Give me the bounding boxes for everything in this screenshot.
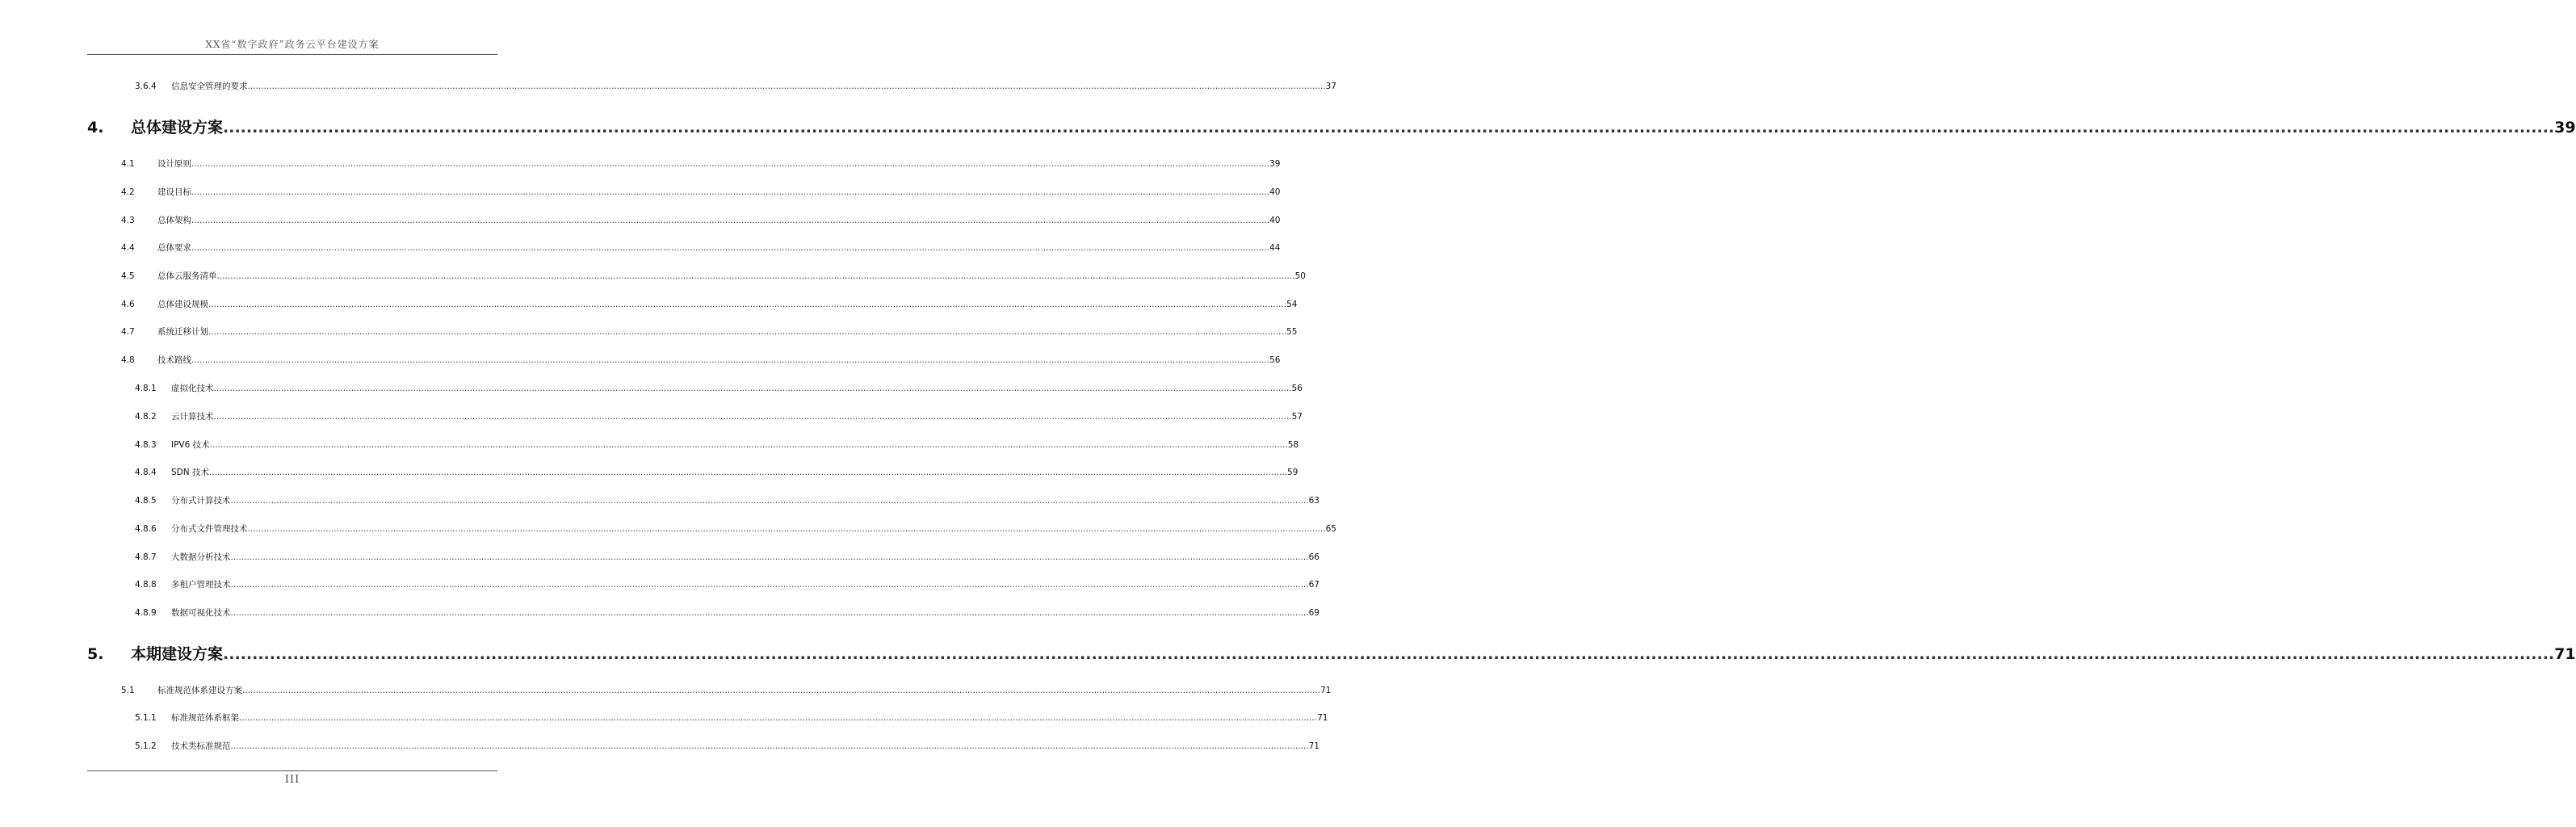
toc-entry-number: 4.8.4	[135, 468, 157, 477]
toc-entry[interactable]	[121, 684, 1332, 696]
toc-entry[interactable]	[135, 607, 1319, 619]
toc-entry-number: 5.	[87, 645, 104, 663]
toc-entry-title: 总体建设方案	[131, 119, 224, 136]
toc-entry[interactable]	[135, 523, 1336, 535]
toc-entry[interactable]	[121, 157, 1281, 170]
toc-entry-page: 69	[1308, 608, 1319, 618]
toc-entry-number: 5.1	[121, 686, 135, 695]
toc-entry-number: 4.8	[121, 355, 135, 365]
toc-entry-title: 总体云服务清单	[157, 271, 217, 281]
toc-entry[interactable]	[121, 298, 1298, 310]
toc-entry-page: 71	[1320, 686, 1332, 695]
toc-entry-number: 4.5	[121, 271, 135, 281]
toc-entry[interactable]	[135, 382, 1303, 394]
toc-entry-page: 63	[1308, 496, 1319, 506]
toc-leader-dots: ................................................................................................................................................................................................................................................................................................................................................................................................................	[230, 552, 1309, 562]
toc-leader-dots: ................................................................................................................................................................................................................................................................................................................................................................................................................	[208, 300, 1287, 309]
toc-entry[interactable]	[87, 642, 2576, 664]
toc-leader-dots: ................................................................................................................................................................................................................................................................................................................................................................................................................	[247, 82, 1326, 91]
toc-entry-number: 4.8.7	[135, 552, 157, 562]
toc-entry[interactable]	[135, 410, 1303, 422]
toc-entry-page: 37	[1325, 82, 1336, 91]
toc-entry-title: 总体架构	[157, 216, 191, 225]
toc-entry-title: 建设目标	[157, 187, 191, 197]
toc-entry-number: 5.1.1	[135, 713, 157, 723]
toc-entry-page: 56	[1291, 384, 1303, 393]
toc-entry[interactable]	[121, 354, 1281, 366]
toc-entry[interactable]	[135, 740, 1319, 752]
toc-entry-title: 信息安全管理的要求	[171, 82, 248, 91]
toc-entry-page: 44	[1269, 243, 1281, 253]
toc-entry[interactable]	[135, 712, 1328, 724]
toc-entry-number: 4.8.1	[135, 384, 157, 393]
toc-entry-page: 55	[1286, 327, 1298, 337]
toc-entry[interactable]	[87, 115, 2576, 137]
toc-leader-dots: ................................................................................................................................................................................................................................................................................................................................................................................................................	[191, 187, 1270, 197]
toc-entry-title: 总体建设规模	[157, 300, 208, 309]
footer-rule	[87, 770, 497, 771]
toc-leader-dots: ................................................................................................................................................................................................................................................................................................................................................................................................................	[213, 412, 1292, 422]
toc-entry-page: 59	[1287, 468, 1298, 477]
toc-entry-page: 57	[1291, 412, 1303, 422]
page-number: III	[284, 774, 300, 786]
toc-entry-title: 标准规范体系框架	[171, 713, 239, 723]
toc-entry[interactable]	[121, 186, 1281, 198]
toc-entry-title: 本期建设方案	[131, 645, 224, 663]
toc-entry-title: 技术类标准规范	[171, 741, 231, 751]
toc-entry-number: 3.6.4	[135, 82, 157, 91]
toc-entry-number: 4.	[87, 119, 104, 136]
toc-entry-title: 多租户管理技术	[171, 580, 231, 590]
header-rule	[87, 54, 497, 55]
toc-entry-title: 技术路线	[157, 355, 191, 365]
toc-entry-page: 40	[1269, 216, 1281, 225]
toc-entry-page: 67	[1308, 580, 1319, 590]
toc-leader-dots: ................................................................................................................................................................................................................................................................................................................................................................................................................	[230, 580, 1309, 590]
toc-entry-number: 5.1.2	[135, 741, 157, 751]
toc-entry-page: 71	[1317, 713, 1328, 723]
toc-entry-page: 71	[1308, 741, 1319, 751]
toc-entry-page: 66	[1308, 552, 1319, 562]
toc-entry[interactable]	[135, 578, 1319, 590]
toc-entry-title: 标准规范体系建设方案	[157, 686, 242, 695]
toc-leader-dots: ................................................................................................................................................................................................................................................................................................................................................................................................................	[208, 468, 1288, 477]
toc-entry-title: 分布式计算技术	[171, 496, 231, 506]
toc-leader-dots: ................................................................................................................................................................................................................................................................................................................................................................................................................	[208, 327, 1287, 337]
toc-entry-number: 4.8.5	[135, 496, 157, 506]
toc-entry-page: 40	[1269, 187, 1281, 197]
toc-entry-title: SDN 技术	[171, 468, 209, 477]
toc-leader-dots: ................................................................................................................................................................................................................................................................................................................................................................................................................	[213, 384, 1292, 393]
toc-entry-page: 50	[1294, 271, 1306, 281]
toc-entry-page: 71	[2554, 645, 2576, 663]
toc-entry-number: 4.8.3	[135, 440, 157, 450]
toc-entry[interactable]	[135, 466, 1298, 478]
toc-entry[interactable]	[121, 241, 1281, 254]
toc-entry-page: 39	[1269, 159, 1281, 169]
toc-entry[interactable]	[121, 270, 1306, 282]
toc-entry-number: 4.6	[121, 300, 135, 309]
toc-leader-dots: ................................................................................................................................................................................................................................................................................................................................................................................................................	[216, 271, 1295, 281]
toc-entry-page: 39	[2554, 119, 2576, 136]
toc-entry-title: 分布式文件管理技术	[171, 524, 248, 534]
toc-entry[interactable]	[135, 494, 1319, 506]
toc-leader-dots: ................................................................................................................................................................................................................................................................................................................................................................................................................	[247, 524, 1326, 534]
toc-leader-dots: ................................................................................................................................................................................................................................................................................................................................................................................................................	[230, 496, 1309, 506]
toc-leader-dots: ................................................................................................................................................................................................................................................................................................................................................................................................................	[191, 159, 1270, 169]
toc-entry[interactable]	[121, 214, 1281, 226]
toc-entry-title: 总体要求	[157, 243, 191, 253]
toc-entry[interactable]	[135, 80, 1336, 92]
toc-leader-dots: ................................................................................................................................................................................................................................................................................................................................................................................................................	[191, 355, 1270, 365]
toc-entry-title: 大数据分析技术	[171, 552, 231, 562]
toc-entry-title: 虚拟化技术	[171, 384, 214, 393]
toc-entry-number: 4.4	[121, 243, 135, 253]
toc-leader-dots: ................................................................................................................................................................................................................................................................................................................................................................................................................	[239, 713, 1318, 723]
toc-entry-number: 4.1	[121, 159, 135, 169]
toc-entry-number: 4.8.8	[135, 580, 157, 590]
toc-entry-page: 56	[1269, 355, 1281, 365]
toc-entry-number: 4.2	[121, 187, 135, 197]
toc-entry-number: 4.8.6	[135, 524, 157, 534]
toc-entry-title: 数据可视化技术	[171, 608, 231, 618]
toc-leader-dots: ................................................................................................................................................................................................................................................................................................................................................................................................................	[209, 440, 1288, 450]
toc-entry-title: 设计原则	[157, 159, 191, 169]
toc-entry-page: 54	[1286, 300, 1298, 309]
toc-entry[interactable]	[135, 551, 1319, 563]
toc-entry[interactable]	[135, 439, 1299, 451]
toc-entry-title: 云计算技术	[171, 412, 214, 422]
toc-leader-dots: ................................................................................................................................................................................................................................................................................................................................................................................................................	[191, 243, 1270, 253]
toc-leader-dots: ................................................................................................................................................................................................................................................................................................................................................................................................................	[242, 686, 1321, 695]
toc-entry-title: 系统迁移计划	[157, 327, 208, 337]
toc-entry-title: IPV6 技术	[171, 440, 210, 450]
toc-leader-dots: ................................................................................................................................................................................................................................................................................................................................................................................................................	[230, 608, 1309, 618]
toc-entry[interactable]	[121, 325, 1298, 338]
toc-leader-dots: ................................................................................................................................................................................................................................................................................................................................................................................................................	[223, 645, 2555, 663]
toc-entry-number: 4.8.9	[135, 608, 157, 618]
toc-leader-dots: ................................................................................................................................................................................................................................................................................................................................................................................................................	[223, 119, 2555, 136]
toc-entry-page: 65	[1325, 524, 1336, 534]
toc-entry-number: 4.7	[121, 327, 135, 337]
page-header: XX省“数字政府”政务云平台建设方案	[205, 39, 380, 50]
toc-entry-number: 4.3	[121, 216, 135, 225]
toc-entry-number: 4.8.2	[135, 412, 157, 422]
toc-entry-page: 58	[1287, 440, 1299, 450]
toc-leader-dots: ................................................................................................................................................................................................................................................................................................................................................................................................................	[230, 741, 1309, 751]
toc-leader-dots: ................................................................................................................................................................................................................................................................................................................................................................................................................	[191, 216, 1270, 225]
